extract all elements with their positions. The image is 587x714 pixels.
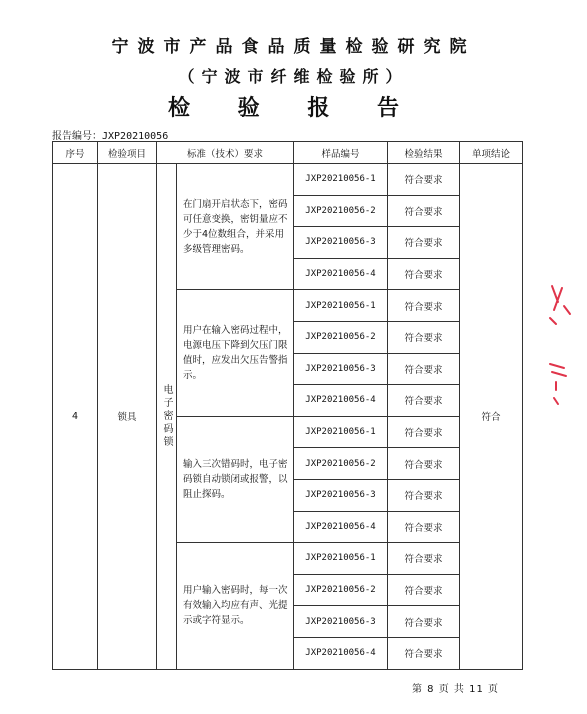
col-header-conclusion: 单项结论 bbox=[460, 142, 523, 164]
sample-id-cell: JXP20210056-3 bbox=[294, 227, 388, 259]
result-cell: 符合要求 bbox=[388, 290, 460, 322]
sample-id-cell: JXP20210056-3 bbox=[294, 606, 388, 638]
result-cell: 符合要求 bbox=[388, 637, 460, 669]
result-cell: 符合要求 bbox=[388, 448, 460, 480]
sample-id-cell: JXP20210056-4 bbox=[294, 258, 388, 290]
col-header-sample: 样品编号 bbox=[294, 142, 388, 164]
sample-id-cell: JXP20210056-3 bbox=[294, 479, 388, 511]
result-cell: 符合要求 bbox=[388, 511, 460, 543]
result-cell: 符合要求 bbox=[388, 164, 460, 196]
result-cell: 符合要求 bbox=[388, 479, 460, 511]
result-cell: 符合要求 bbox=[388, 258, 460, 290]
sample-id-cell: JXP20210056-4 bbox=[294, 385, 388, 417]
seal-fragment-upper bbox=[544, 280, 580, 330]
seal-fragment-lower bbox=[544, 360, 580, 406]
result-cell: 符合要求 bbox=[388, 195, 460, 227]
seq-cell: 4 bbox=[53, 164, 98, 670]
table-row bbox=[53, 164, 523, 196]
result-cell: 符合要求 bbox=[388, 416, 460, 448]
requirement-cell: 在门扇开启状态下，密码可任意变换，密钥量应不少于4位数组合，并采用多级管理密码。 bbox=[177, 164, 294, 290]
sample-id-cell: JXP20210056-1 bbox=[294, 543, 388, 575]
result-cell: 符合要求 bbox=[388, 543, 460, 575]
requirement-cell: 用户在输入密码过程中，电源电压下降到欠压门限值时，应发出欠压告警指示。 bbox=[177, 290, 294, 416]
report-number-label: 报告编号： bbox=[52, 131, 102, 142]
report-number-value: JXP20210056 bbox=[102, 131, 169, 142]
org-subname: （宁波市纤维检验所） bbox=[178, 67, 409, 86]
result-cell: 符合要求 bbox=[388, 227, 460, 259]
conclusion-cell: 符合 bbox=[460, 164, 523, 670]
report-title: 检 验 报 告 bbox=[168, 95, 419, 121]
result-cell: 符合要求 bbox=[388, 385, 460, 417]
table-body bbox=[53, 164, 523, 670]
sample-id-cell: JXP20210056-2 bbox=[294, 574, 388, 606]
requirement-cell: 输入三次错码时，电子密码锁自动锁闭或报警，以阻止探码。 bbox=[177, 416, 294, 542]
table-header-row bbox=[53, 142, 523, 164]
requirement-cell: 用户输入密码时，每一次有效输入均应有声、光提示或字符显示。 bbox=[177, 543, 294, 669]
result-cell: 符合要求 bbox=[388, 574, 460, 606]
report-number bbox=[52, 127, 168, 142]
sample-id-cell: JXP20210056-1 bbox=[294, 416, 388, 448]
result-cell: 符合要求 bbox=[388, 606, 460, 638]
org-name: 宁波市产品食品质量检验研究院 bbox=[111, 37, 476, 57]
col-header-requirement: 标准（技术）要求 bbox=[157, 142, 294, 164]
inspection-table bbox=[52, 141, 523, 670]
sample-id-cell: JXP20210056-2 bbox=[294, 448, 388, 480]
result-cell: 符合要求 bbox=[388, 353, 460, 385]
sample-id-cell: JXP20210056-2 bbox=[294, 321, 388, 353]
item-cell: 锁具 bbox=[98, 164, 157, 670]
sample-id-cell: JXP20210056-3 bbox=[294, 353, 388, 385]
sample-id-cell: JXP20210056-4 bbox=[294, 511, 388, 543]
page-number: 第 8 页 共 11 页 bbox=[412, 684, 499, 695]
sample-id-cell: JXP20210056-1 bbox=[294, 164, 388, 196]
sample-id-cell: JXP20210056-4 bbox=[294, 637, 388, 669]
result-cell: 符合要求 bbox=[388, 321, 460, 353]
sample-id-cell: JXP20210056-2 bbox=[294, 195, 388, 227]
col-header-item: 检验项目 bbox=[98, 142, 157, 164]
col-header-result: 检验结果 bbox=[388, 142, 460, 164]
col-header-seq: 序号 bbox=[53, 142, 98, 164]
sample-id-cell: JXP20210056-1 bbox=[294, 290, 388, 322]
sub-item-cell: 电子密码锁 bbox=[157, 164, 177, 670]
